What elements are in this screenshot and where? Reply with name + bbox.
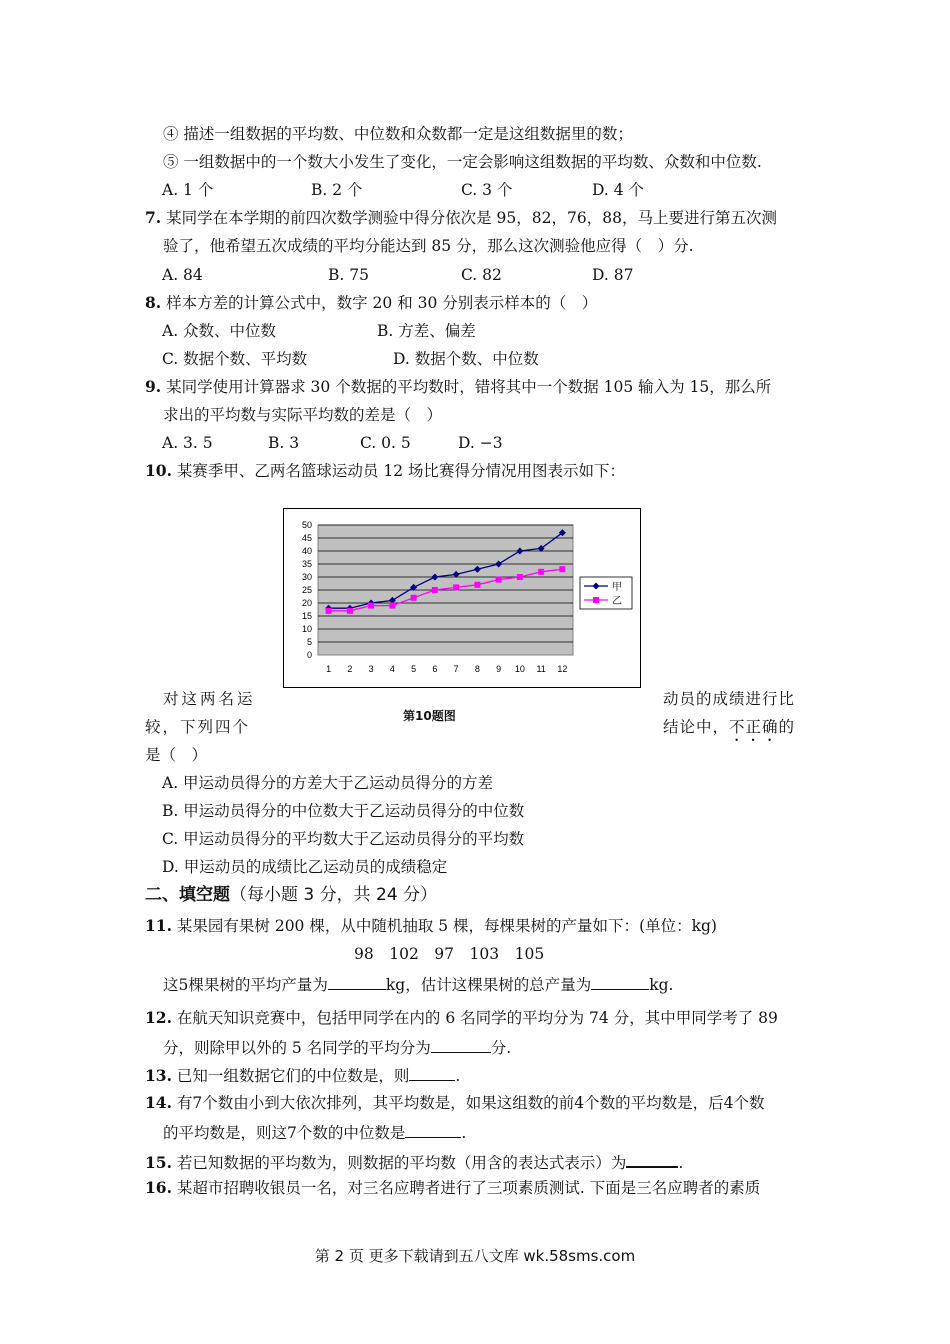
- y-tick-label: 25: [301, 585, 312, 595]
- answer-end: .: [455, 1067, 461, 1085]
- question-text: 有7个数由小到大依次排列，其平均数是，如果这组数的前4个数的平均数是，后4个数: [176, 1094, 765, 1112]
- blank-average: [431, 1036, 491, 1053]
- option-c: C. 0. 5: [360, 434, 411, 452]
- y-tick-label: 30: [301, 572, 312, 582]
- question-number: 12.: [145, 1008, 172, 1027]
- question-7: [145, 208, 777, 228]
- x-tick-label: 7: [453, 664, 459, 674]
- section-title: 二、填空题: [145, 885, 230, 905]
- question-13: [145, 1064, 460, 1086]
- question-10: [145, 461, 625, 481]
- question-text: 样本方差的计算公式中，数字 20 和 30 分别表示样本的（ ）: [166, 294, 598, 312]
- option-a: A. 84: [162, 266, 203, 284]
- data-point: [389, 603, 395, 609]
- data-point: [326, 608, 332, 614]
- x-tick-label: 6: [432, 664, 438, 674]
- question-number: 13.: [145, 1066, 172, 1085]
- question-number: 9.: [145, 377, 162, 396]
- legend-box: [580, 577, 632, 609]
- question-14: [145, 1093, 765, 1113]
- data-point: [496, 577, 502, 583]
- data-point: [411, 595, 417, 601]
- x-tick-label: 10: [514, 664, 525, 674]
- y-tick-label: 0: [306, 650, 312, 660]
- x-tick-label: 11: [536, 664, 546, 674]
- option-b: B. 2 个: [311, 181, 363, 199]
- legend-label: 甲: [612, 582, 622, 593]
- question-text: 某超市招聘收银员一名，对三名应聘者进行了三项素质测试. 下面是三名应聘者的素质: [176, 1179, 761, 1197]
- question-9: [145, 377, 771, 397]
- question-10-left-2: 较，下列四个: [145, 718, 251, 736]
- statement-4: ④ 描述一组数据的平均数、中位数和众数都一定是这组数据里的数；: [163, 125, 633, 143]
- y-tick-label: 5: [306, 637, 312, 647]
- statement-5: ⑤ 一组数据中的一个数大小发生了变化，一定会影响这组数据的平均数、众数和中位数.: [163, 153, 762, 171]
- question-number: 14.: [145, 1093, 172, 1112]
- option-a: A. 1 个: [162, 181, 214, 199]
- question-10-right-1: 动员的成绩进行比: [663, 690, 796, 708]
- question-number: 10.: [145, 461, 172, 480]
- option-a: A. 3. 5: [162, 434, 213, 452]
- option-c: C. 82: [461, 266, 502, 284]
- option-d: D. 4 个: [592, 181, 645, 199]
- x-tick-label: 4: [389, 664, 395, 674]
- blank-median: [405, 1121, 461, 1138]
- question-text: 某同学在本学期的前四次数学测验中得分依次是 95，82，76，88，马上要进行第五次测: [166, 209, 777, 227]
- question-9-line2: 求出的平均数与实际平均数的差是（ ）: [163, 406, 443, 424]
- question-number: 8.: [145, 293, 162, 312]
- legend-marker: [593, 597, 599, 603]
- legend-label: 乙: [612, 596, 622, 607]
- x-tick-label: 3: [368, 664, 374, 674]
- answer-text: 这5棵果树的平均产量为: [163, 976, 328, 994]
- data-point: [347, 608, 353, 614]
- answer-text: 的平均数是，则这7个数的中位数是: [163, 1124, 406, 1142]
- option-a: A. 众数、中位数: [162, 322, 277, 340]
- question-11-data: 98 102 97 103 105: [354, 945, 545, 963]
- option-b: B. 3: [268, 434, 300, 452]
- question-number: 11.: [145, 916, 172, 935]
- data-point: [368, 603, 374, 609]
- question-10-line3: 是（ ）: [145, 746, 208, 764]
- option-c: C. 数据个数、平均数: [162, 350, 308, 368]
- question-number: 16.: [145, 1178, 172, 1197]
- question-text: 某果园有果树 200 棵，从中随机抽取 5 棵，每棵果树的产量如下：(单位：kg): [176, 917, 717, 935]
- answer-end: .: [461, 1124, 467, 1142]
- option-d: D. 甲运动员的成绩比乙运动员的成绩稳定: [162, 858, 448, 876]
- blank-answer: [409, 1064, 455, 1081]
- conclusion-text: 结论中，: [663, 718, 730, 736]
- question-number: 7.: [145, 208, 162, 227]
- question-text: 某赛季甲、乙两名篮球运动员 12 场比赛得分情况用图表示如下：: [176, 462, 625, 480]
- question-14-line2: [163, 1121, 466, 1143]
- question-11: [145, 916, 717, 936]
- option-b: B. 方差、偏差: [377, 322, 476, 340]
- option-a: A. 甲运动员得分的方差大于乙运动员得分的方差: [162, 774, 494, 792]
- question-text: 某同学使用计算器求 30 个数据的平均数时，错将其中一个数据 105 输入为 15，那么所: [166, 378, 772, 396]
- answer-text: kg.: [649, 976, 674, 994]
- option-b: B. 75: [328, 266, 369, 284]
- option-d: D. −3: [458, 434, 503, 452]
- question-7-line2: 验了，他希望五次成绩的平均分能达到 85 分，那么这次测验他应得（ ）分.: [163, 237, 694, 255]
- question-15: [145, 1150, 683, 1173]
- option-c: C. 甲运动员得分的平均数大于乙运动员得分的平均数: [162, 830, 525, 848]
- emphasis-not-correct: 不正确: [729, 718, 779, 736]
- question-8: [145, 293, 597, 313]
- chart-caption: 第10题图: [403, 709, 456, 723]
- blank-average: [328, 973, 386, 990]
- question-16: [145, 1178, 760, 1198]
- answer-text: kg，估计这棵果树的总产量为: [385, 976, 592, 994]
- line-chart: [284, 509, 640, 687]
- x-tick-label: 8: [474, 664, 480, 674]
- x-tick-label: 5: [411, 664, 417, 674]
- answer-text: 分.: [490, 1039, 512, 1057]
- x-tick-label: 1: [326, 664, 332, 674]
- data-point: [474, 582, 480, 588]
- x-tick-label: 12: [557, 664, 568, 674]
- question-12-line2: [163, 1036, 511, 1058]
- question-10-right-2: [663, 717, 795, 745]
- question-11-answer: [163, 973, 673, 995]
- answer-text: 分，则除甲以外的 5 名同学的平均分为: [163, 1039, 431, 1057]
- question-text: 在航天知识竞赛中，包括甲同学在内的 6 名同学的平均分为 74 分，其中甲同学考了 89: [176, 1009, 778, 1027]
- answer-end: .: [678, 1154, 684, 1172]
- y-tick-label: 45: [301, 533, 312, 543]
- question-text: 若已知数据的平均数为，则数据的平均数（用含的表达式表示）为: [176, 1154, 627, 1172]
- data-point: [559, 566, 565, 572]
- y-tick-label: 50: [301, 520, 312, 530]
- y-tick-label: 10: [301, 624, 312, 634]
- x-tick-label: 9: [496, 664, 502, 674]
- data-point: [517, 574, 523, 580]
- line-chart-figure: [283, 508, 641, 688]
- question-number: 15.: [145, 1153, 172, 1172]
- y-tick-label: 15: [301, 611, 312, 621]
- option-c: C. 3 个: [461, 181, 513, 199]
- option-d: D. 87: [592, 266, 634, 284]
- y-tick-label: 35: [301, 559, 312, 569]
- data-point: [453, 584, 459, 590]
- section-note: （每小题 3 分，共 24 分）: [230, 885, 438, 905]
- data-point: [538, 569, 544, 575]
- section-heading: [145, 884, 437, 906]
- option-d: D. 数据个数、中位数: [393, 350, 539, 368]
- blank-answer: [626, 1150, 678, 1168]
- blank-total: [591, 973, 649, 990]
- x-tick-label: 2: [347, 664, 353, 674]
- page-footer: 第 2 页 更多下载请到五八文库 wk.58sms.com: [314, 1247, 636, 1265]
- option-b: B. 甲运动员得分的中位数大于乙运动员得分的中位数: [162, 802, 525, 820]
- data-point: [432, 587, 438, 593]
- question-text: 已知一组数据它们的中位数是，则: [176, 1067, 410, 1085]
- y-tick-label: 40: [301, 546, 312, 556]
- y-tick-label: 20: [301, 598, 312, 608]
- conclusion-end: 的: [778, 718, 796, 736]
- question-10-left-1: 对这两名运: [163, 690, 256, 708]
- question-12: [145, 1008, 778, 1028]
